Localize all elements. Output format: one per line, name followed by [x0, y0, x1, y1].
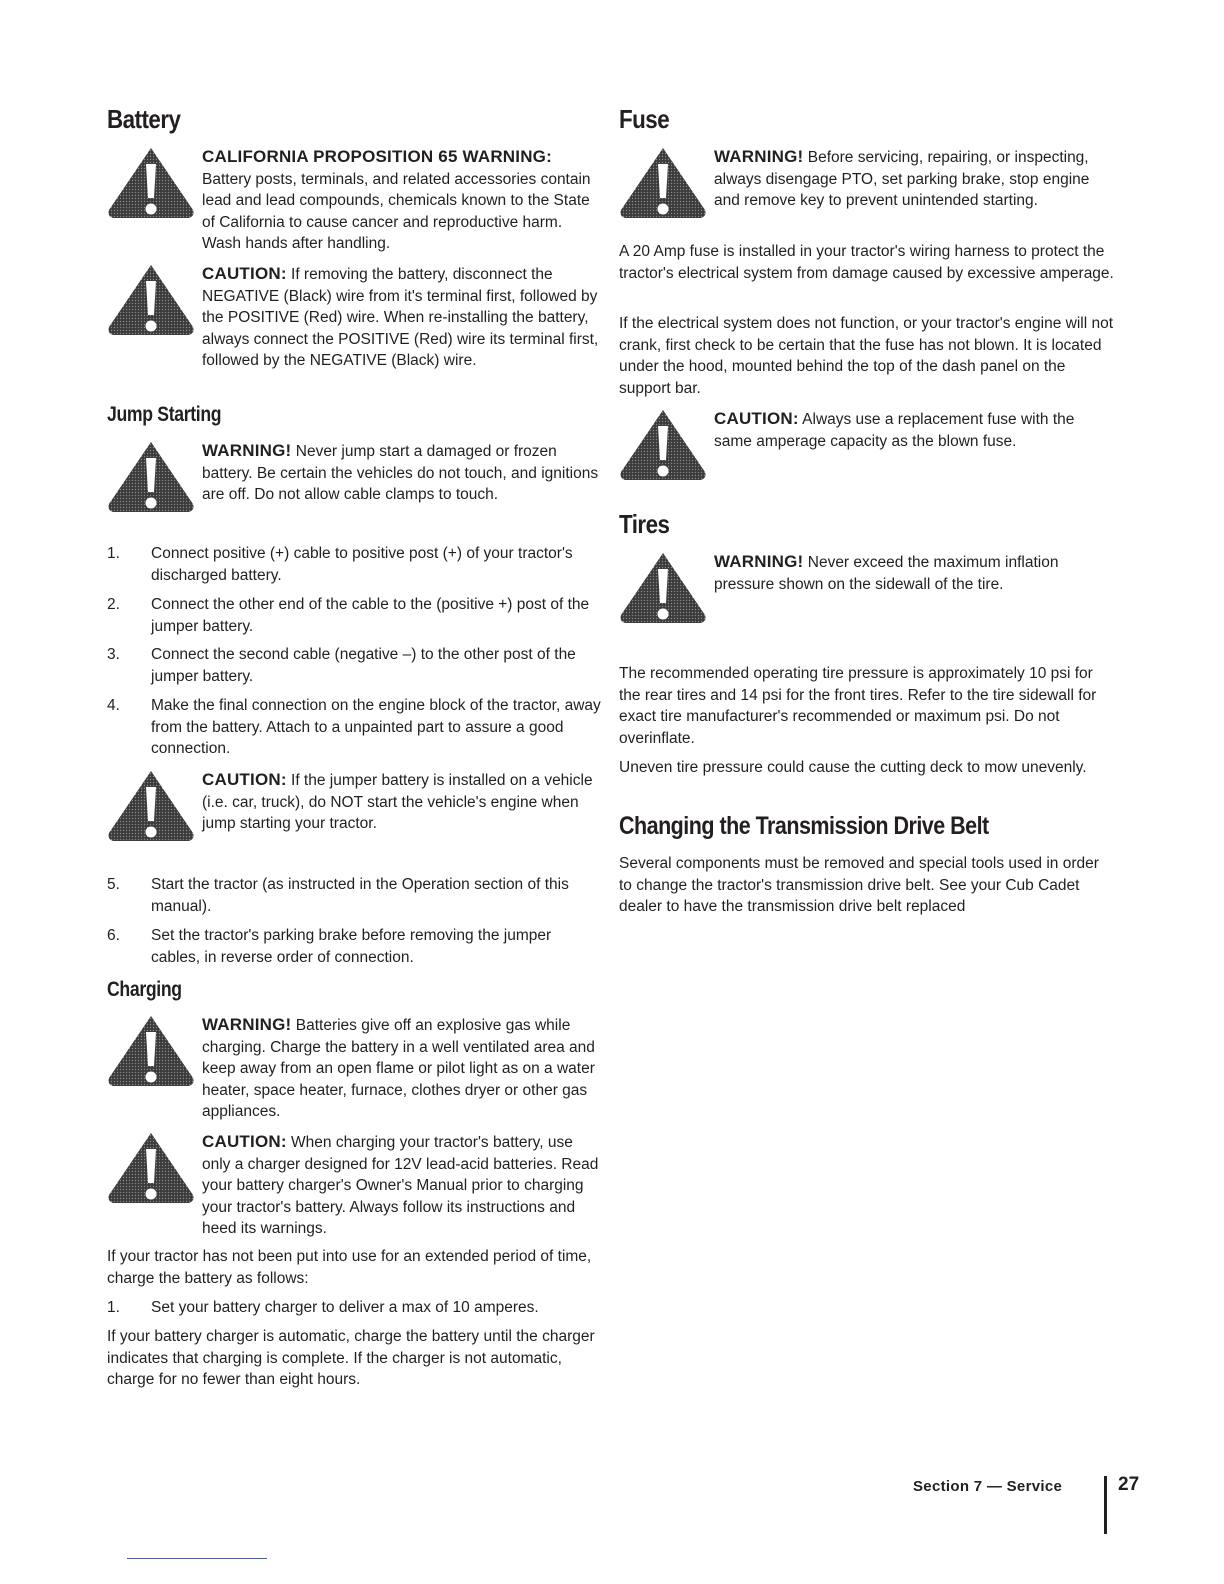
warning-title: WARNING!: [202, 1015, 292, 1034]
drive-belt-paragraph: Several components must be removed and special tools used in order to change the tractor's transmission drive belt. See your Cub Cadet dealer to have the transmission drive belt replaced: [619, 855, 1099, 915]
fuse-heading: Fuse: [619, 104, 670, 134]
step-text: Make the final connection on the engine block of the tractor, away from the battery. Attach to a unpainted part to assure a good connection.: [151, 697, 601, 757]
step-number: 6.: [107, 927, 120, 944]
warning-text: Never jump start a damaged or frozen battery. Be certain the vehicles do not touch, and ignitions are off. Do not allow cable clamps to touch.: [202, 443, 599, 503]
caution-text: Always use a replacement fuse with the same amperage capacity as the blown fuse.: [714, 411, 1075, 450]
tires-paragraph: The recommended operating tire pressure is approximately 10 psi for the rear tires and 14 psi for the front tires. Refer to the tire sidewall for exact tire manufacturer's recommended or maximum psi. Do not overinflate.: [619, 665, 1097, 747]
caution-remove-battery: [107, 263, 602, 372]
tires-warning: [619, 551, 1114, 595]
caution-text: If removing the battery, disconnect the NEGATIVE (Black) wire from it's terminal first, followed by the POSITIVE (Red) wire. When re-installing the battery, always connect the POSITIVE (Red) wire its terminal first, followed by the NEGATIVE (Black) wire.: [202, 266, 599, 369]
charging-paragraph: If your battery charger is automatic, charge the battery until the charger indicates that charging is complete. If the charger is not automatic, charge for no fewer than eight hours.: [107, 1328, 595, 1388]
caution-text: If the jumper battery is installed on a vehicle (i.e. car, truck), do NOT start the vehicle's engine when jump starting your tractor.: [202, 772, 593, 832]
warning-text: Never exceed the maximum inflation pressure shown on the sidewall of the tire.: [714, 554, 1059, 593]
step-number: 2.: [107, 596, 120, 613]
caution-title: CAUTION:: [202, 1132, 287, 1151]
warning-triangle-icon: [619, 146, 707, 230]
fuse-warning: [619, 146, 1114, 212]
jump-caution: [107, 769, 602, 835]
fuse-paragraph: If the electrical system does not function, or your tractor's engine will not crank, first check to be certain that the fuse has not blown. It is located under the hood, mounted behind the top of the dash panel on the support bar.: [619, 315, 1114, 397]
charging-paragraph: If your tractor has not been put into use for an extended period of time, charge the battery as follows:: [107, 1248, 592, 1287]
step-number: 1.: [107, 545, 120, 562]
fuse-paragraph: A 20 Amp fuse is installed in your tractor's wiring harness to protect the tractor's electrical system from damage caused by excessive amperage.: [619, 243, 1114, 282]
warning-triangle-icon: [107, 440, 195, 524]
fuse-caution: [619, 408, 1114, 452]
list-item: [107, 925, 602, 968]
step-text: Start the tractor (as instructed in the Operation section of this manual).: [151, 876, 569, 915]
caution-title: CAUTION:: [714, 409, 799, 428]
tires-heading: Tires: [619, 509, 670, 539]
warning-triangle-icon: [619, 551, 707, 635]
step-text: Set your battery charger to deliver a max of 10 amperes.: [151, 1299, 539, 1316]
warning-title: WARNING!: [714, 552, 804, 571]
jump-warning: [107, 440, 602, 506]
list-item: [107, 1297, 602, 1319]
step-number: 1.: [107, 1299, 120, 1316]
prop65-warning: [107, 146, 602, 255]
footer-section-label: Section 7 — Service: [913, 1478, 1063, 1495]
list-item: [107, 644, 602, 687]
step-text: Connect positive (+) cable to positive post (+) of your tractor's discharged battery.: [151, 545, 573, 584]
caution-title: CAUTION:: [202, 264, 287, 283]
list-item: [107, 594, 602, 637]
drive-belt-heading: Changing the Transmission Drive Belt: [619, 812, 989, 840]
prop65-text: Battery posts, terminals, and related accessories contain lead and lead compounds, chemicals known to the State of California to cause cancer and reproductive harm. Wash hands after handling.: [202, 170, 591, 252]
warning-title: WARNING!: [714, 147, 804, 166]
warning-triangle-icon: [107, 1131, 195, 1215]
list-item: [107, 695, 602, 760]
caution-text: When charging your tractor's battery, use only a charger designed for 12V lead-acid batteries. Read your battery charger's Owner's Manual prior to charging your tractor's battery. Always follow its instructions and heed its warnings.: [202, 1134, 599, 1237]
warning-triangle-icon: [107, 1014, 195, 1098]
warning-title: WARNING!: [202, 441, 292, 460]
step-text: Set the tractor's parking brake before removing the jumper cables, in reverse order of connection.: [151, 927, 552, 966]
step-text: Connect the other end of the cable to the (positive +) post of the jumper battery.: [151, 596, 590, 635]
step-number: 3.: [107, 646, 120, 663]
warning-text: Before servicing, repairing, or inspecting, always disengage PTO, set parking brake, stop engine and remove key to prevent unintended starting.: [714, 149, 1090, 209]
warning-triangle-icon: [107, 769, 195, 853]
charging-caution: [107, 1131, 602, 1240]
warning-triangle-icon: [619, 408, 707, 492]
bottom-rule: [127, 1558, 267, 1559]
battery-heading: Battery: [107, 104, 181, 134]
page-number: 27: [1118, 1474, 1140, 1495]
step-number: 5.: [107, 876, 120, 893]
tires-paragraph: Uneven tire pressure could cause the cutting deck to mow unevenly.: [619, 759, 1087, 776]
footer-divider: [1104, 1476, 1107, 1534]
jump-starting-heading: Jump Starting: [107, 403, 222, 426]
list-item: [107, 543, 602, 586]
prop65-title: CALIFORNIA PROPOSITION 65 WARNING:: [202, 147, 552, 166]
charging-heading: Charging: [107, 978, 182, 1001]
charging-warning: [107, 1014, 602, 1123]
warning-triangle-icon: [107, 263, 195, 347]
caution-title: CAUTION:: [202, 770, 287, 789]
warning-triangle-icon: [107, 146, 195, 230]
step-number: 4.: [107, 697, 120, 714]
warning-text: Batteries give off an explosive gas while charging. Charge the battery in a well ventilated area and keep away from an open flame or pilot light as on a water heater, space heater, furnace, clothes dryer or other gas appliances.: [202, 1017, 595, 1120]
step-text: Connect the second cable (negative –) to the other post of the jumper battery.: [151, 646, 576, 685]
list-item: [107, 874, 602, 917]
